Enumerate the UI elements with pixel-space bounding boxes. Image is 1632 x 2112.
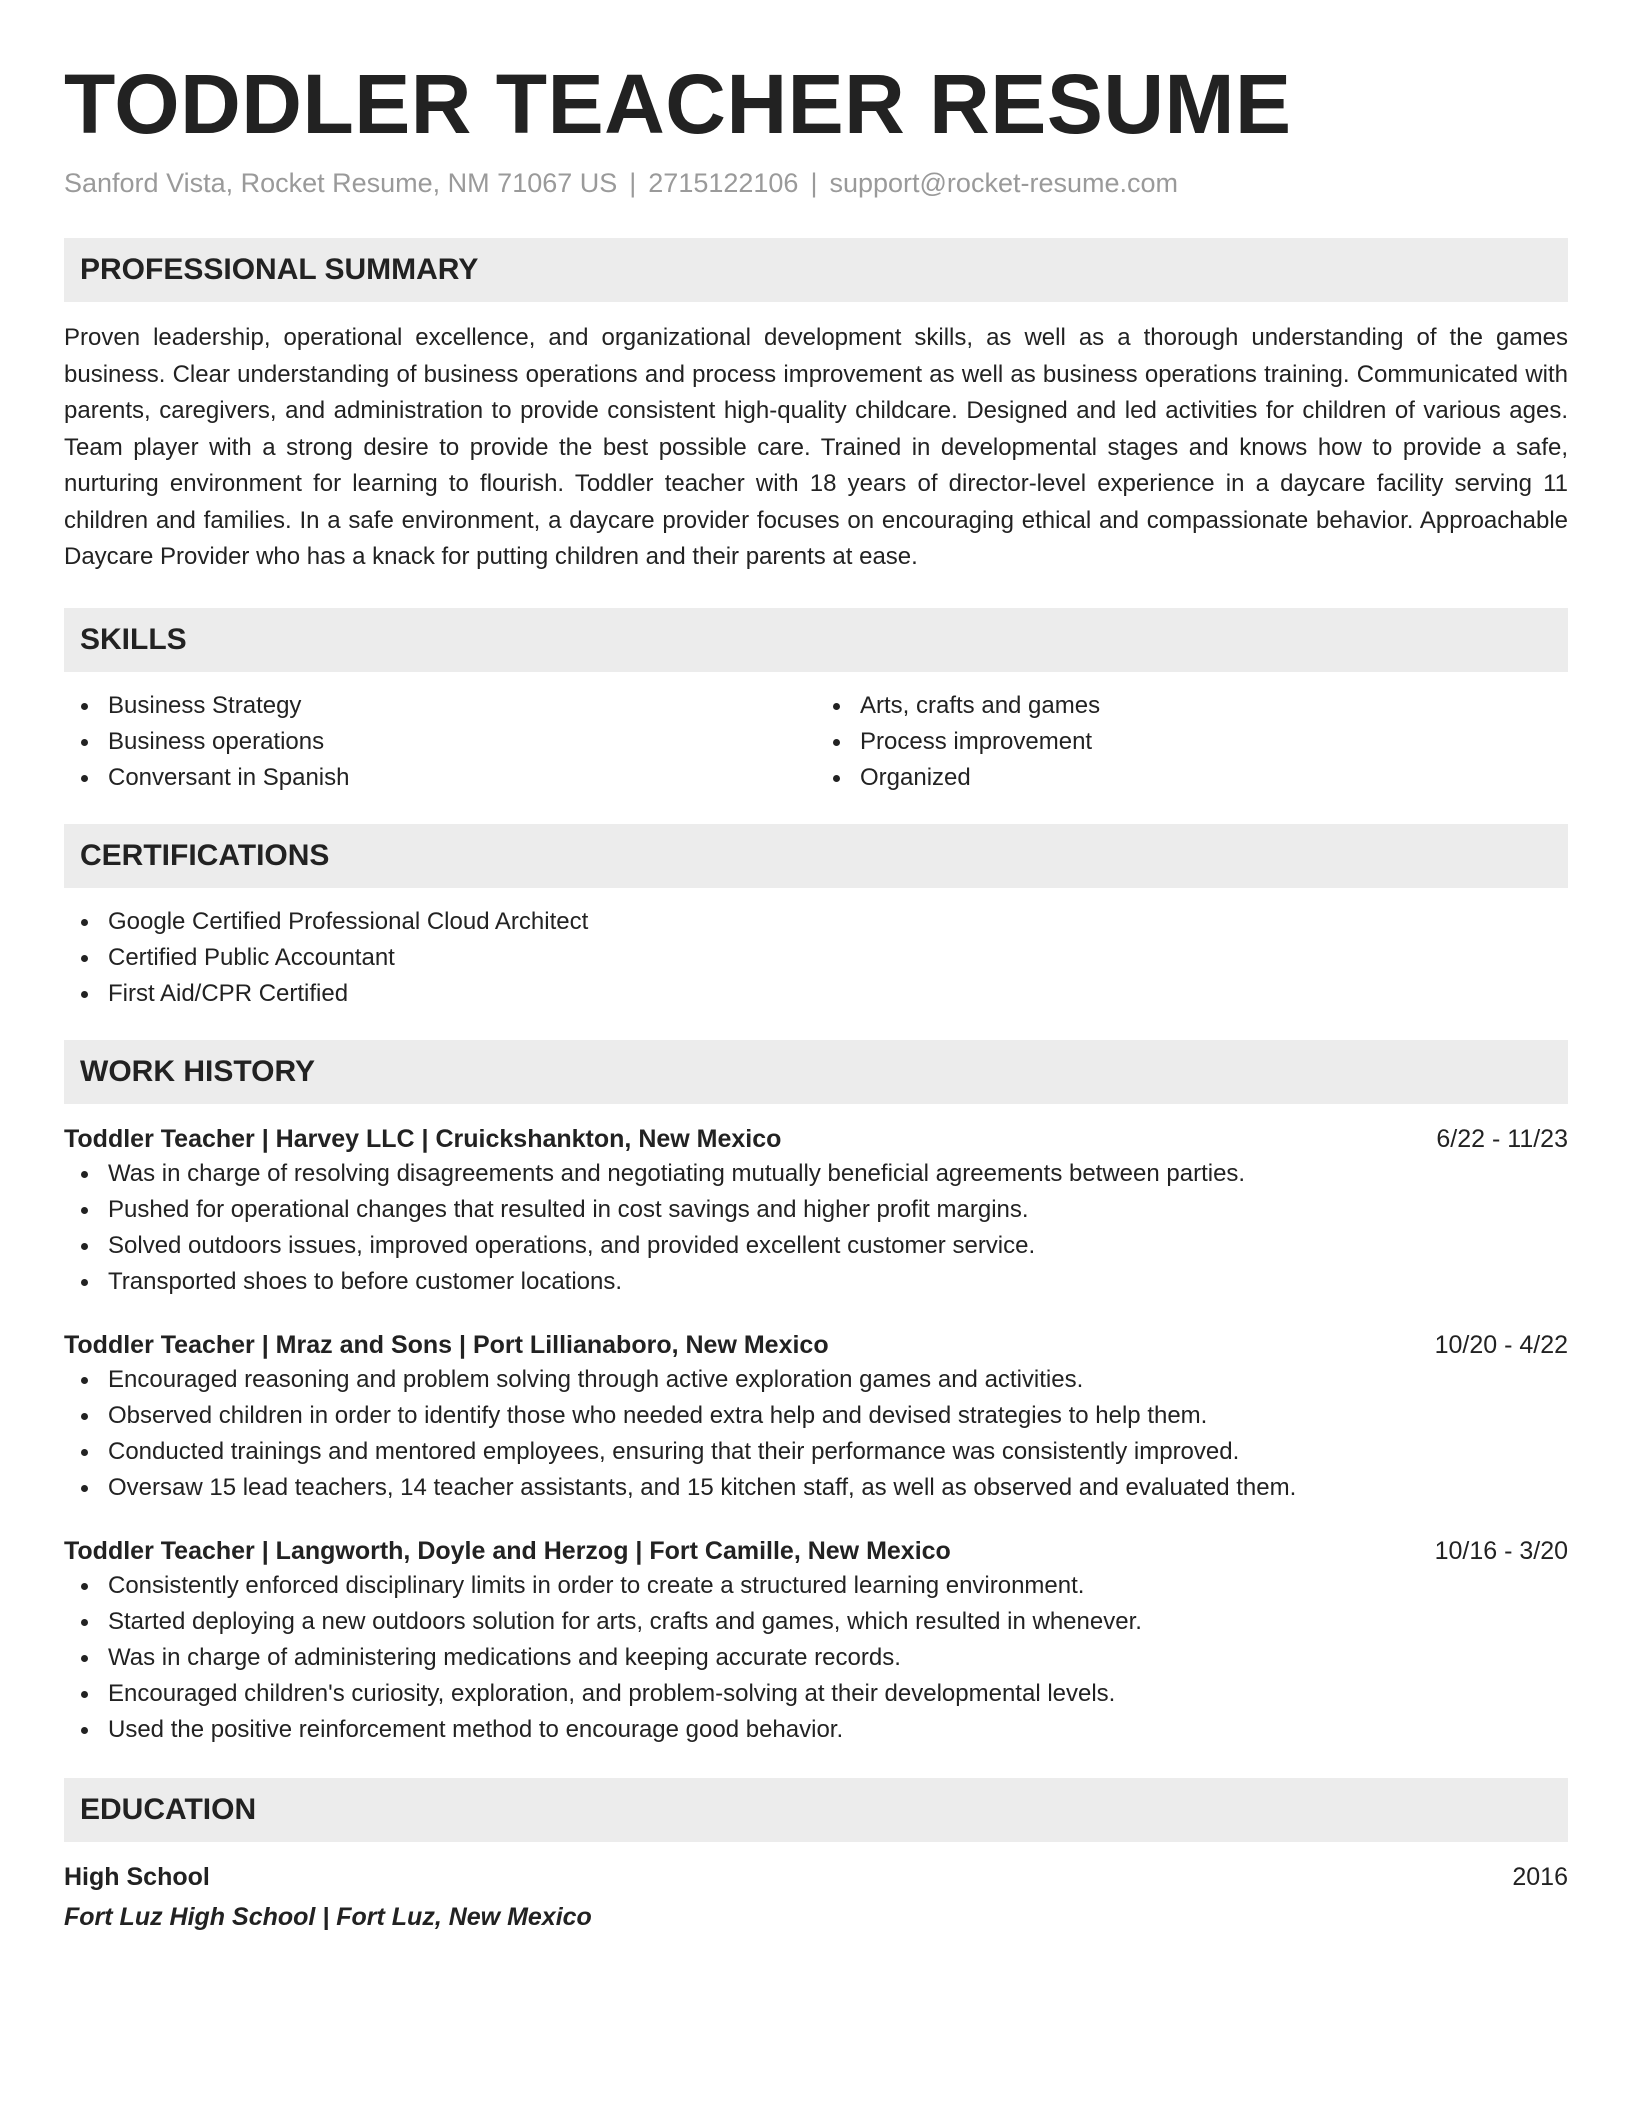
skills-list (64, 688, 1568, 796)
summary-text: Proven leadership, operational excellence, and organizational development skills, as well as a thorough understanding of the games business. Clear understanding of business operations and process improvement as well as business operations training. Communicated with parents, caregivers, and administration to provide consistent high-quality childcare. Designed and led activities for children of various ages. Team player with a strong desire to provide the best possible care. Trained in developmental stages and knows how to provide a safe, nurturing environment for learning to flourish. Toddler teacher with 18 years of director-level experience in a daycare facility serving 11 children and families. In a safe environment, a daycare provider focuses on encouraging ethical and compassionate behavior. Approachable Daycare Provider who has a knack for putting children and their parents at ease. (64, 324, 1568, 570)
job-bullet: Consistently enforced disciplinary limits in order to create a structured learning environment. (64, 1568, 1568, 1604)
section-header-certifications: CERTIFICATIONS (64, 824, 1568, 888)
job-bullet: Encouraged children's curiosity, exploration, and problem-solving at their developmental levels. (64, 1676, 1568, 1712)
job-dates: 10/20 - 4/22 (1434, 1330, 1568, 1359)
job-bullet: Started deploying a new outdoors solution for arts, crafts and games, which resulted in whenever. (64, 1604, 1568, 1640)
job-bullet: Was in charge of resolving disagreements and negotiating mutually beneficial agreements between parties. (64, 1156, 1568, 1192)
job-bullet: Was in charge of administering medications and keeping accurate records. (64, 1640, 1568, 1676)
job-header (64, 1534, 1568, 1568)
skill-item: Organized (816, 760, 1568, 796)
certification-item: Certified Public Accountant (64, 940, 1568, 976)
job-title: Toddler Teacher | Harvey LLC | Cruickshankton, New Mexico (64, 1124, 782, 1153)
job-bullet: Solved outdoors issues, improved operations, and provided excellent customer service. (64, 1228, 1568, 1264)
job-bullet: Oversaw 15 lead teachers, 14 teacher assistants, and 15 kitchen staff, as well as observed and evaluated them. (64, 1470, 1568, 1506)
education-degree: High School (64, 1862, 210, 1891)
job-dates: 10/16 - 3/20 (1434, 1536, 1568, 1565)
certification-item: Google Certified Professional Cloud Architect (64, 904, 1568, 940)
resume-title: TODDLER TEACHER RESUME (64, 57, 1292, 151)
job-dates: 6/22 - 11/23 (1436, 1124, 1568, 1153)
job-bullet: Encouraged reasoning and problem solving through active exploration games and activities. (64, 1362, 1568, 1398)
job-header (64, 1328, 1568, 1362)
job-bullet: Conducted trainings and mentored employees, ensuring that their performance was consistently improved. (64, 1434, 1568, 1470)
skill-item: Arts, crafts and games (816, 688, 1568, 724)
skill-item: Process improvement (816, 724, 1568, 760)
job-bullets (64, 1156, 1568, 1300)
certifications-list (64, 904, 1568, 1012)
skill-item: Business Strategy (64, 688, 816, 724)
contact-phone: 2715122106 (648, 168, 799, 198)
education-year: 2016 (1512, 1862, 1568, 1891)
skills-column-right (816, 688, 1568, 796)
job-bullets (64, 1362, 1568, 1506)
certification-item: First Aid/CPR Certified (64, 976, 1568, 1012)
job-bullet: Pushed for operational changes that resulted in cost savings and higher profit margins. (64, 1192, 1568, 1228)
section-header-education: EDUCATION (64, 1778, 1568, 1842)
job-title: Toddler Teacher | Mraz and Sons | Port Lillianaboro, New Mexico (64, 1330, 829, 1359)
job-bullet: Used the positive reinforcement method to encourage good behavior. (64, 1712, 1568, 1748)
contact-email: support@rocket-resume.com (829, 168, 1178, 198)
job-entry (64, 1328, 1568, 1506)
job-bullet: Observed children in order to identify those who needed extra help and devised strategies to help them. (64, 1398, 1568, 1434)
job-bullet: Transported shoes to before customer locations. (64, 1264, 1568, 1300)
contact-separator: | (629, 168, 637, 198)
skill-item: Business operations (64, 724, 816, 760)
job-title: Toddler Teacher | Langworth, Doyle and Herzog | Fort Camille, New Mexico (64, 1536, 951, 1565)
skill-item: Conversant in Spanish (64, 760, 816, 796)
education-school: Fort Luz High School | Fort Luz, New Mexico (64, 1902, 592, 1931)
contact-line (64, 166, 1568, 200)
section-header-work-history: WORK HISTORY (64, 1040, 1568, 1104)
section-header-summary: PROFESSIONAL SUMMARY (64, 238, 1568, 302)
job-bullets (64, 1568, 1568, 1748)
education-header (64, 1860, 1568, 1894)
job-header (64, 1122, 1568, 1156)
section-header-skills: SKILLS (64, 608, 1568, 672)
job-entry (64, 1122, 1568, 1300)
skills-column-left (64, 688, 816, 796)
education-entry (64, 1860, 1568, 1934)
contact-separator: | (810, 168, 818, 198)
contact-address: Sanford Vista, Rocket Resume, NM 71067 US (64, 168, 618, 198)
job-entry (64, 1534, 1568, 1748)
